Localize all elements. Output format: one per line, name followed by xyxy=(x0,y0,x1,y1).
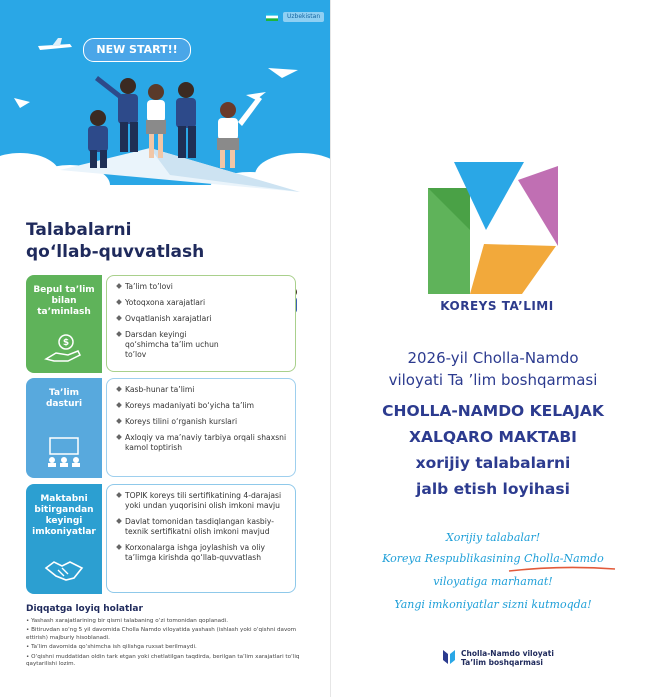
main-heading-line-1: CHOLLA-NAMDO KELAJAK xyxy=(382,402,604,420)
list-item: Davlat tomonidan tasdiqlangan kasbiy-texnik sertifikatni olish imkoni mavjud xyxy=(117,517,289,537)
hero-banner xyxy=(0,0,330,200)
notes-section xyxy=(26,604,316,670)
welcome-line-2: Koreya Respublikasining Cholla-Namdo xyxy=(382,552,604,565)
category-education-program xyxy=(26,378,102,478)
title-line-1: Talabalarni xyxy=(26,220,132,240)
language-pill[interactable]: Uzbekistan xyxy=(283,12,324,22)
main-heading-line-2: XALQARO MAKTABI xyxy=(409,428,577,446)
handshake-icon xyxy=(44,554,84,586)
note-item: • Ta’lim davomida qo‘shimcha ish qilishga ruxsat berilmaydi. xyxy=(26,644,197,651)
footer-line-1: Cholla-Namdo viloyati xyxy=(461,649,554,658)
section-education-program xyxy=(26,378,298,478)
note-item: • Yashash xarajatlarining bir qismi talabaning o‘zi tomonidan qoplanadi. xyxy=(26,618,228,624)
list-item: Koreys madaniyati bo‘yicha ta’lim xyxy=(117,401,289,411)
list-item: Korxonalarga ishga joylashish va oliy ta’limga kirishda qo‘llab-quvvatlash xyxy=(117,543,289,563)
note-item: • O‘qishni muddatidan oldin tark etgan yoki chetlatilgan taqdirda, berilgan ta’lim xarajatlari to‘liq qaytarilishi lozim. xyxy=(26,653,300,668)
footer-line-2: Ta’lim boshqarmasi xyxy=(461,658,543,667)
main-heading-line-4: jalb etish loyihasi xyxy=(416,480,570,498)
uzbek-flag-icon xyxy=(266,13,278,21)
right-panel xyxy=(331,0,655,697)
list-item: Axloqiy va ma’naviy tarbiya orqali shaxsni kamol toptirish xyxy=(117,433,289,453)
brand-name: KOREYS TA’LIMI xyxy=(440,299,554,313)
money-hand-icon xyxy=(44,333,84,365)
category-label: Bepul ta’lim bilan ta’minlash xyxy=(33,285,95,317)
education-office-logo-icon xyxy=(441,648,457,666)
section-free-education xyxy=(26,275,298,373)
list-item: TOPIK koreys tili sertifikatining 4-darajasi yoki undan yuqorisini olish imkoni mavju xyxy=(117,491,289,511)
footer-organization xyxy=(461,649,554,667)
new-start-badge: NEW START!! xyxy=(83,38,191,62)
koreys-talimi-logo-icon xyxy=(426,160,566,296)
welcome-line-1: Xorijiy talabalar! xyxy=(445,531,541,544)
underline-swoosh xyxy=(507,565,617,573)
category-free-education xyxy=(26,275,102,373)
main-heading-line-3: xorijiy talabalarni xyxy=(415,454,571,472)
category-label: Ta’lim dasturi xyxy=(45,388,83,409)
note-item: • Bitiruvdan so‘ng 5 yil davomida Cholla Namdo viloyatida yashash (ishlash yoki o‘qishni davom ettirish) majburiy hisoblanadi. xyxy=(26,627,297,641)
classroom-icon xyxy=(44,436,84,468)
welcome-line-4: Yangi imkoniyatlar sizni kutmoqda! xyxy=(394,598,592,611)
title-line-2: qo‘llab-quvvatlash xyxy=(26,242,205,262)
svg-text:$: $ xyxy=(62,338,70,348)
welcome-line-3: viloyatiga marhamat! xyxy=(433,575,553,588)
list-item: Yotoqxona xarajatlari xyxy=(117,298,289,308)
category-label: Maktabni bitirgandan keyingi imkoniyatlar xyxy=(32,494,96,537)
items-education-program xyxy=(106,378,296,477)
page-title xyxy=(26,219,204,263)
subtitle-line-2: viloyati Ta ’lim boshqarmasi xyxy=(388,371,598,389)
list-item: Koreys tilini o‘rganish kurslari xyxy=(117,417,289,427)
section-after-graduation xyxy=(26,484,298,594)
subtitle-line-1: 2026-yil Cholla-Namdo xyxy=(407,349,579,367)
list-item: Ta’lim to’lovi xyxy=(117,282,289,292)
list-item: Ovqatlanish xarajatlari xyxy=(117,314,289,324)
notes-title: Diqqatga loyiq holatlar xyxy=(26,604,143,614)
items-after-graduation xyxy=(106,484,296,593)
list-item: Kasb-hunar ta’limi xyxy=(117,385,289,395)
category-after-graduation xyxy=(26,484,102,594)
items-free-education xyxy=(106,275,296,372)
list-item: Darsdan keyingi qo‘shimcha ta’lim uchun to’lov xyxy=(117,330,225,360)
hero-illustration xyxy=(0,0,330,200)
